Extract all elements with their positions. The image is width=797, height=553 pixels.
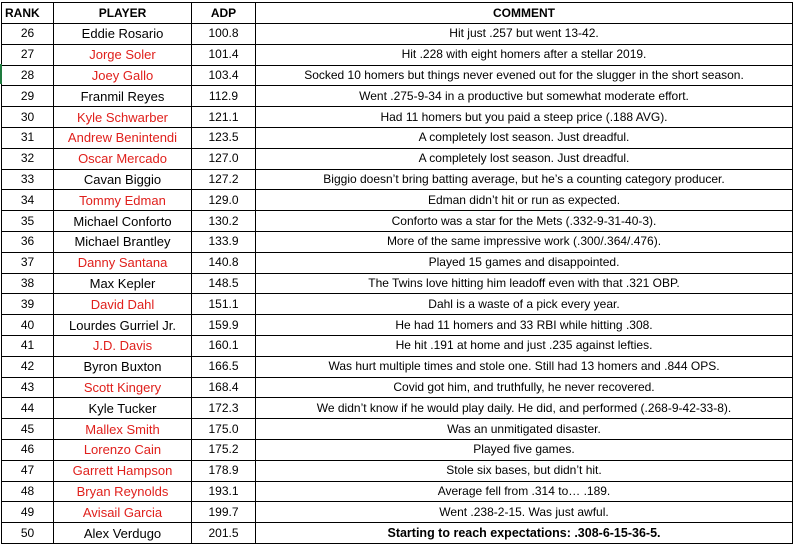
adp-cell: 166.5 — [192, 356, 256, 377]
rank-cell: 50 — [2, 523, 54, 544]
player-cell: Danny Santana — [54, 252, 192, 273]
player-cell: Lourdes Gurriel Jr. — [54, 315, 192, 336]
table-row — [2, 231, 793, 252]
adp-cell: 178.9 — [192, 460, 256, 481]
table-row — [2, 127, 793, 148]
player-cell: David Dahl — [54, 294, 192, 315]
adp-cell: 148.5 — [192, 273, 256, 294]
adp-cell: 112.9 — [192, 86, 256, 107]
player-cell: Scott Kingery — [54, 377, 192, 398]
rank-cell: 27 — [2, 44, 54, 65]
table-row — [2, 169, 793, 190]
rank-cell: 34 — [2, 190, 54, 211]
rank-cell: 37 — [2, 252, 54, 273]
adp-cell: 168.4 — [192, 377, 256, 398]
comment-cell: Edman didn’t hit or run as expected. — [256, 190, 793, 211]
rank-cell: 40 — [2, 315, 54, 336]
comment-cell: A completely lost season. Just dreadful. — [256, 148, 793, 169]
header-row — [2, 3, 793, 24]
adp-cell: 199.7 — [192, 502, 256, 523]
rank-cell: 36 — [2, 231, 54, 252]
table-row — [2, 86, 793, 107]
adp-cell: 101.4 — [192, 44, 256, 65]
comment-cell: Biggio doesn’t bring batting average, but he’s a counting category producer. — [256, 169, 793, 190]
table-body — [2, 24, 793, 544]
table-row — [2, 335, 793, 356]
adp-cell: 129.0 — [192, 190, 256, 211]
table-row — [2, 419, 793, 440]
table-row — [2, 502, 793, 523]
rank-cell: 26 — [2, 24, 54, 45]
table-row — [2, 398, 793, 419]
player-cell: Andrew Benintendi — [54, 127, 192, 148]
comment-cell: A completely lost season. Just dreadful. — [256, 127, 793, 148]
rank-cell: 28 — [2, 65, 54, 86]
adp-cell: 121.1 — [192, 107, 256, 128]
player-cell: Joey Gallo — [54, 65, 192, 86]
table-row — [2, 460, 793, 481]
comment-cell: Stole six bases, but didn’t hit. — [256, 460, 793, 481]
player-cell: Michael Conforto — [54, 211, 192, 232]
rank-cell: 46 — [2, 439, 54, 460]
comment-cell: Played 15 games and disappointed. — [256, 252, 793, 273]
comment-cell: Went .238-2-15. Was just awful. — [256, 502, 793, 523]
header-rank: RANK — [2, 3, 54, 24]
rank-cell: 30 — [2, 107, 54, 128]
player-cell: Oscar Mercado — [54, 148, 192, 169]
adp-cell: 100.8 — [192, 24, 256, 45]
player-cell: Franmil Reyes — [54, 86, 192, 107]
comment-cell: Covid got him, and truthfully, he never recovered. — [256, 377, 793, 398]
adp-cell: 130.2 — [192, 211, 256, 232]
row-marker — [0, 64, 2, 84]
player-cell: J.D. Davis — [54, 335, 192, 356]
adp-cell: 201.5 — [192, 523, 256, 544]
player-cell: Eddie Rosario — [54, 24, 192, 45]
comment-cell: He hit .191 at home and just .235 against lefties. — [256, 335, 793, 356]
adp-cell: 133.9 — [192, 231, 256, 252]
comment-cell: He had 11 homers and 33 RBI while hitting .308. — [256, 315, 793, 336]
adp-cell: 159.9 — [192, 315, 256, 336]
adp-cell: 175.2 — [192, 439, 256, 460]
table-row — [2, 24, 793, 45]
comment-cell: More of the same impressive work (.300/.364/.476). — [256, 231, 793, 252]
adp-cell: 172.3 — [192, 398, 256, 419]
player-cell: Kyle Schwarber — [54, 107, 192, 128]
rank-cell: 45 — [2, 419, 54, 440]
comment-cell: Conforto was a star for the Mets (.332-9-31-40-3). — [256, 211, 793, 232]
adp-cell: 193.1 — [192, 481, 256, 502]
player-cell: Mallex Smith — [54, 419, 192, 440]
table-row — [2, 190, 793, 211]
rank-cell: 35 — [2, 211, 54, 232]
table-row — [2, 107, 793, 128]
table-row — [2, 315, 793, 336]
comment-cell: Was hurt multiple times and stole one. Still had 13 homers and .844 OPS. — [256, 356, 793, 377]
player-cell: Alex Verdugo — [54, 523, 192, 544]
player-cell: Jorge Soler — [54, 44, 192, 65]
rank-cell: 42 — [2, 356, 54, 377]
rank-cell: 48 — [2, 481, 54, 502]
rankings-table — [1, 2, 793, 544]
player-cell: Tommy Edman — [54, 190, 192, 211]
adp-cell: 175.0 — [192, 419, 256, 440]
header-player: PLAYER — [54, 3, 192, 24]
table-row — [2, 294, 793, 315]
table-row — [2, 148, 793, 169]
comment-cell: Hit just .257 but went 13-42. — [256, 24, 793, 45]
table-row — [2, 356, 793, 377]
table-row — [2, 211, 793, 232]
adp-cell: 127.2 — [192, 169, 256, 190]
player-cell: Michael Brantley — [54, 231, 192, 252]
comment-cell: Socked 10 homers but things never evened out for the slugger in the short season. — [256, 65, 793, 86]
table-row — [2, 273, 793, 294]
player-cell: Avisail Garcia — [54, 502, 192, 523]
comment-cell: Went .275-9-34 in a productive but somewhat moderate effort. — [256, 86, 793, 107]
rank-cell: 33 — [2, 169, 54, 190]
player-cell: Lorenzo Cain — [54, 439, 192, 460]
adp-cell: 127.0 — [192, 148, 256, 169]
comment-cell: Was an unmitigated disaster. — [256, 419, 793, 440]
comment-cell: Played five games. — [256, 439, 793, 460]
adp-cell: 103.4 — [192, 65, 256, 86]
comment-cell: The Twins love hitting him leadoff even with that .321 OBP. — [256, 273, 793, 294]
player-cell: Bryan Reynolds — [54, 481, 192, 502]
rank-cell: 29 — [2, 86, 54, 107]
table-row — [2, 523, 793, 544]
adp-cell: 160.1 — [192, 335, 256, 356]
table-row — [2, 44, 793, 65]
header-adp: ADP — [192, 3, 256, 24]
comment-cell: We didn’t know if he would play daily. He did, and performed (.268-9-42-33-8). — [256, 398, 793, 419]
comment-cell: Starting to reach expectations: .308-6-15-36-5. — [256, 523, 793, 544]
rank-cell: 39 — [2, 294, 54, 315]
table-row — [2, 65, 793, 86]
adp-cell: 140.8 — [192, 252, 256, 273]
adp-cell: 123.5 — [192, 127, 256, 148]
rank-cell: 38 — [2, 273, 54, 294]
rank-cell: 47 — [2, 460, 54, 481]
player-cell: Max Kepler — [54, 273, 192, 294]
comment-cell: Had 11 homers but you paid a steep price (.188 AVG). — [256, 107, 793, 128]
comment-cell: Dahl is a waste of a pick every year. — [256, 294, 793, 315]
player-cell: Garrett Hampson — [54, 460, 192, 481]
player-cell: Cavan Biggio — [54, 169, 192, 190]
table-row — [2, 439, 793, 460]
header-comment: COMMENT — [256, 3, 793, 24]
rank-cell: 32 — [2, 148, 54, 169]
player-cell: Byron Buxton — [54, 356, 192, 377]
table-row — [2, 377, 793, 398]
table-row — [2, 252, 793, 273]
player-cell: Kyle Tucker — [54, 398, 192, 419]
comment-cell: Average fell from .314 to… .189. — [256, 481, 793, 502]
rank-cell: 44 — [2, 398, 54, 419]
comment-cell: Hit .228 with eight homers after a stellar 2019. — [256, 44, 793, 65]
table-row — [2, 481, 793, 502]
rank-cell: 41 — [2, 335, 54, 356]
rank-cell: 49 — [2, 502, 54, 523]
rank-cell: 31 — [2, 127, 54, 148]
adp-cell: 151.1 — [192, 294, 256, 315]
rank-cell: 43 — [2, 377, 54, 398]
